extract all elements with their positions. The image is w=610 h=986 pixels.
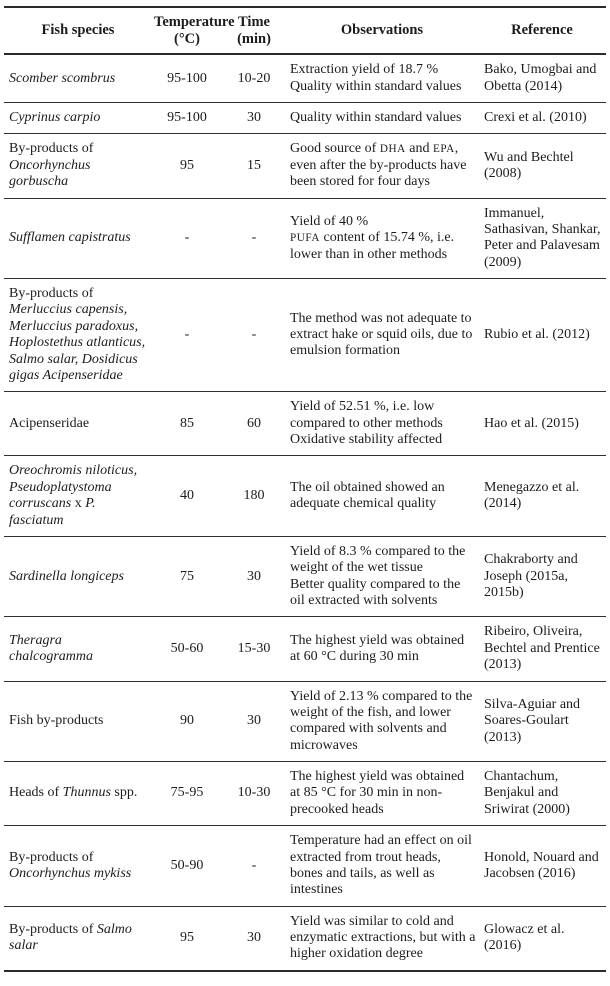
observation-line: The oil obtained showed an adequate chemical quality [290, 479, 445, 512]
table-row [4, 134, 606, 198]
table-row [4, 456, 606, 537]
cell-observations [286, 198, 478, 279]
cell-time: 30 [247, 930, 261, 946]
cell-fish-species [4, 103, 152, 134]
species-name: Cyprinus carpio [9, 110, 101, 126]
cell-time: 15 [247, 157, 261, 173]
cell-observations [286, 681, 478, 762]
species-name: P. fasciatum [9, 496, 96, 528]
cell-reference: Chakraborty and Joseph (2015a, 2015b) [484, 552, 578, 600]
table-header-row [4, 7, 606, 54]
species-name: Sardinella longiceps [9, 568, 124, 584]
cell-time: 180 [243, 488, 265, 504]
cell-fish-species [4, 279, 152, 392]
cell-fish-species [4, 762, 152, 826]
smallcaps-acronym: DHA [379, 143, 406, 156]
cell-reference: Glowacz et al. (2016) [484, 921, 565, 954]
cell-time: 10-20 [237, 70, 271, 86]
extraction-methods-table [4, 6, 606, 972]
cell-fish-species [4, 134, 152, 198]
cell-temperature: 90 [180, 713, 194, 729]
observation-line: The highest yield was obtained at 60 °C during 30 min [290, 632, 465, 665]
col-header-label: Time [238, 14, 270, 30]
cell-observations [286, 536, 478, 617]
cell-fish-species [4, 826, 152, 907]
cell-temperature: 50-90 [170, 857, 204, 873]
table-row [4, 392, 606, 456]
cell-reference: Immanuel, Sathasivan, Shankar, Peter and Palavesam (2009) [484, 205, 601, 270]
table-row [4, 198, 606, 279]
cell-temperature: 75-95 [170, 785, 204, 801]
cell-reference: Bako, Umogbai and Obetta (2014) [484, 62, 597, 94]
cell-reference: Wu and Bechtel (2008) [484, 149, 574, 182]
cell-observations [286, 456, 478, 537]
observation-line: Yield was similar to cold and enzymatic extractions, but with a higher oxidation degree [290, 913, 476, 962]
cell-fish-species [4, 681, 152, 762]
species-descriptor: Fish by-products [9, 713, 104, 729]
species-descriptor: x [71, 496, 86, 512]
table-row [4, 681, 606, 762]
col-header-observations [286, 7, 478, 54]
species-descriptor: By-products of [9, 921, 97, 937]
observation-line: Better quality compared to the oil extracted with solvents [290, 576, 461, 609]
cell-fish-species [4, 906, 152, 971]
smallcaps-acronym: PUFA [290, 232, 321, 245]
cell-temperature: 85 [180, 415, 194, 431]
cell-temperature: 75 [180, 568, 194, 584]
species-descriptor: Acipenseridae [9, 415, 90, 431]
table-row [4, 617, 606, 681]
observation-line: The method was not adequate to extract hake or squid oils, due to emulsion formation [290, 310, 473, 359]
observation-line: Quality within standard values [290, 110, 462, 126]
observation-line: Yield of 2.13 % compared to the weight of the fish, and lower compared with solvents and microwaves [290, 688, 473, 753]
cell-fish-species [4, 54, 152, 102]
cell-time: 30 [247, 568, 261, 584]
cell-fish-species [4, 198, 152, 279]
table-header [4, 7, 606, 54]
species-descriptor: Heads of [9, 785, 63, 801]
species-name: Oncorhynchus gorbuscha [9, 157, 91, 190]
cell-time: 30 [247, 713, 261, 729]
observation-line: Yield of 52.51 %, i.e. low compared to other methods [290, 399, 443, 431]
observation-line: Extraction yield of 18.7 % [290, 62, 439, 78]
col-header-label: Temperature [154, 14, 235, 30]
cell-reference: Rubio et al. (2012) [484, 327, 590, 343]
col-header-unit: (min) [237, 30, 271, 47]
species-descriptor: By-products of [9, 849, 94, 865]
table-row [4, 826, 606, 907]
cell-fish-species [4, 617, 152, 681]
species-name: Oncorhynchus mykiss [9, 865, 132, 881]
table-row [4, 279, 606, 392]
species-name: Oreochromis niloticus, Pseudoplatystoma corruscans [9, 463, 138, 512]
observation-line: Temperature had an effect on oil extracted from trout heads, bones and tails, as well as intestines [290, 833, 472, 898]
species-descriptor: By-products of [9, 286, 94, 302]
cell-observations [286, 826, 478, 907]
species-name: Merluccius capensis, Merluccius paradoxus, Hoplostethus atlanticus, Salmo salar, Dosidicus gigas Acipenseridae [9, 302, 146, 383]
cell-observations [286, 617, 478, 681]
cell-reference: Ribeiro, Oliveira, Bechtel and Prentice (2013) [484, 624, 600, 673]
cell-time: 60 [247, 415, 261, 431]
cell-time: 10-30 [237, 785, 271, 801]
cell-reference: Honold, Nouard and Jacobsen (2016) [484, 849, 599, 881]
cell-time: 15-30 [237, 640, 271, 656]
cell-temperature: 95 [180, 157, 194, 173]
table-row [4, 762, 606, 826]
species-descriptor: By-products of [9, 141, 94, 157]
cell-temperature: 40 [180, 488, 194, 504]
col-header-fish-species [4, 7, 152, 54]
col-header-label: Fish species [41, 22, 115, 39]
cell-observations [286, 279, 478, 392]
cell-time: 30 [247, 110, 261, 126]
table-row [4, 536, 606, 617]
observation-line: PUFA content of 15.74 %, i.e. lower than in other methods [290, 230, 455, 262]
col-header-reference [478, 7, 606, 54]
cell-time: - [251, 327, 257, 343]
cell-fish-species [4, 456, 152, 537]
cell-time: - [251, 857, 257, 873]
cell-temperature: 95-100 [167, 110, 207, 126]
observation-line: Good source of DHA and EPA, even after the by-products have been stored for four days [290, 141, 467, 190]
cell-temperature: 50-60 [170, 640, 204, 656]
smallcaps-acronym: EPA [432, 143, 455, 156]
cell-reference: Silva-Aguiar and Soares-Goulart (2013) [484, 696, 581, 745]
observation-line: Oxidative stability affected [290, 432, 443, 448]
col-header-label: Reference [511, 22, 573, 39]
paper-page [4, 6, 606, 972]
cell-fish-species [4, 536, 152, 617]
table-body [4, 54, 606, 971]
table-row [4, 103, 606, 134]
cell-temperature: - [184, 327, 190, 343]
species-descriptor: spp. [110, 785, 138, 801]
cell-observations [286, 762, 478, 826]
species-name: Theragra chalcogramma [9, 632, 93, 665]
col-header-label: Observations [340, 22, 424, 39]
cell-reference: Menegazzo et al. (2014) [484, 479, 580, 512]
cell-observations [286, 134, 478, 198]
observation-line: Yield of 40 % [290, 213, 369, 229]
cell-reference: Chantachum, Benjakul and Sriwirat (2000) [484, 769, 570, 817]
cell-temperature: 95-100 [167, 70, 207, 86]
cell-observations [286, 103, 478, 134]
col-header-unit: (°C) [174, 30, 200, 47]
col-header-temperature [152, 7, 235, 54]
cell-reference: Crexi et al. (2010) [484, 110, 587, 126]
species-name: Scomber scombrus [9, 70, 116, 86]
observation-line: Quality within standard values [290, 78, 462, 94]
species-name: Sufflamen capistratus [9, 230, 131, 246]
cell-fish-species [4, 392, 152, 456]
species-name: Thunnus [62, 785, 111, 801]
cell-observations [286, 392, 478, 456]
cell-observations [286, 54, 478, 102]
cell-time: - [251, 230, 257, 246]
table-row [4, 906, 606, 971]
species-name: Salmo salar [9, 921, 132, 954]
table-row [4, 54, 606, 102]
observation-line: The highest yield was obtained at 85 °C for 30 min in non-precooked heads [290, 769, 465, 817]
observation-line: Yield of 8.3 % compared to the weight of the wet tissue [290, 543, 466, 576]
cell-temperature: 95 [180, 930, 194, 946]
cell-temperature: - [184, 230, 190, 246]
cell-observations [286, 906, 478, 971]
cell-reference: Hao et al. (2015) [484, 415, 579, 431]
